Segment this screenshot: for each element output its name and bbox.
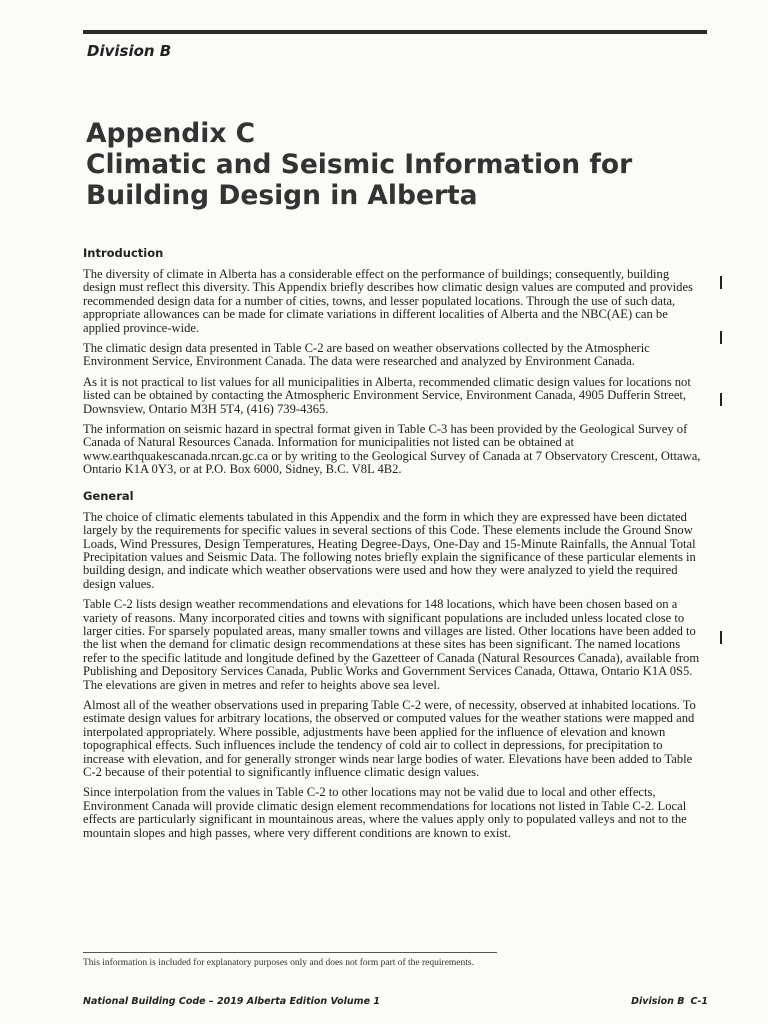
title-line-3: Building Design in Alberta (86, 180, 478, 211)
intro-paragraph-4: The information on seismic hazard in spectral format given in Table C-3 has been provided by the Geological Survey of Canada of Natural Resources Canada. Information for municipalities not listed can be obtained at www.earthquakescanada.nrcan.gc.ca or by writing to the Geological Survey of Canada at 7 Observatory Crescent, Ottawa, Ontario K1A 0Y3, or at P.O. Box 6000, Sidney, B.C. V8L 4B2. (83, 422, 701, 477)
footer-publication: National Building Code – 2019 Alberta Edition Volume 1 (83, 996, 380, 1007)
change-bar (720, 331, 722, 344)
general-paragraph-2: Table C-2 lists design weather recommendations and elevations for 148 locations, which have been chosen based on a variety of reasons. Many incorporated cities and towns with significant populations are included unless located close to larger cities. For sparsely populated areas, many smaller towns and villages are listed. Other locations have been added to the list when the demand for climatic design recommendations at these sites has been significant. The named locations refer to the specific latitude and longitude defined by the Gazetteer of Canada (Natural Resources Canada), available from Publishing and Depository Services Canada, Public Works and Government Services Canada, Ottawa, Ontario K1A 0S5. The elevations are given in metres and refer to heights above sea level. (83, 597, 700, 692)
top-rule (83, 30, 707, 34)
page-number: C-1 (690, 996, 708, 1007)
general-paragraph-3: Almost all of the weather observations used in preparing Table C-2 were, of necessity, observed at inhabited locations. To estimate design values for arbitrary locations, the observed or computed values for the weather stations were mapped and interpolated appropriately. Where possible, adjustments have been applied for the influence of elevation and known topographical effects. Such influences include the tendency of cold air to collect in depressions, for precipitation to increase with elevation, and for generally stronger winds near large bodies of water. Elevations have been added to Table C-2 because of their potential to significantly influence climatic design values. (83, 697, 696, 779)
body-content (83, 246, 705, 847)
general-heading: General (83, 488, 134, 503)
footer-page-ref (631, 996, 708, 1007)
change-bar (720, 393, 722, 406)
page-title (86, 118, 706, 211)
title-line-2: Climatic and Seismic Information for (86, 149, 633, 180)
division-header: Division B (87, 42, 172, 60)
introduction-heading: Introduction (83, 246, 164, 260)
title-line-1: Appendix C (86, 118, 256, 149)
change-bar (720, 276, 722, 289)
footnote: This information is included for explanatory purposes only and does not form part of the requirements. (83, 958, 474, 968)
intro-paragraph-3: As it is not practical to list values for all municipalities in Alberta, recommended climatic design values for locations not listed can be obtained by contacting the Atmospheric Environment Service, Environment Canada, 4905 Dufferin Street, Downsview, Ontario M3H 5T4, (416) 739-4365. (83, 374, 691, 416)
change-bar (720, 631, 722, 644)
general-paragraph-1: The choice of climatic elements tabulated in this Appendix and the form in which they are expressed have been dictated largely by the requirements for specific values in several sections of this Code. These elements include the Ground Snow Loads, Wind Pressures, Design Temperatures, Heating Degree-Days, One-Day and 15-Minute Rainfalls, the Annual Total Precipitation values and Seismic Data. The following notes briefly explain the significance of these particular elements in building design, and indicate which weather observations were used and how they were analyzed to yield the required design values. (83, 509, 696, 591)
footer-division: Division B (631, 996, 685, 1007)
intro-paragraph-2: The climatic design data presented in Table C-2 are based on weather observations collected by the Atmospheric Environment Service, Environment Canada. The data were researched and analyzed by Environment Canada. (83, 341, 650, 369)
footnote-rule (83, 952, 497, 953)
intro-paragraph-1: The diversity of climate in Alberta has a considerable effect on the performance of buildings; consequently, building design must reflect this diversity. This Appendix briefly describes how climatic design values are computed and provides recommended design data for a number of cities, towns, and lesser populated locations. Through the use of such data, appropriate allowances can be made for climate variations in different localities of Alberta and the NBC(AE) can be applied province-wide. (83, 267, 693, 335)
general-paragraph-4: Since interpolation from the values in Table C-2 to other locations may not be valid due to local and other effects, Environment Canada will provide climatic design element recommendations for locations not listed in Table C-2. Local effects are particularly significant in mountainous areas, where the values apply only to populated valleys and not to the mountain slopes and high passes, where very different conditions are known to exist. (83, 785, 687, 840)
